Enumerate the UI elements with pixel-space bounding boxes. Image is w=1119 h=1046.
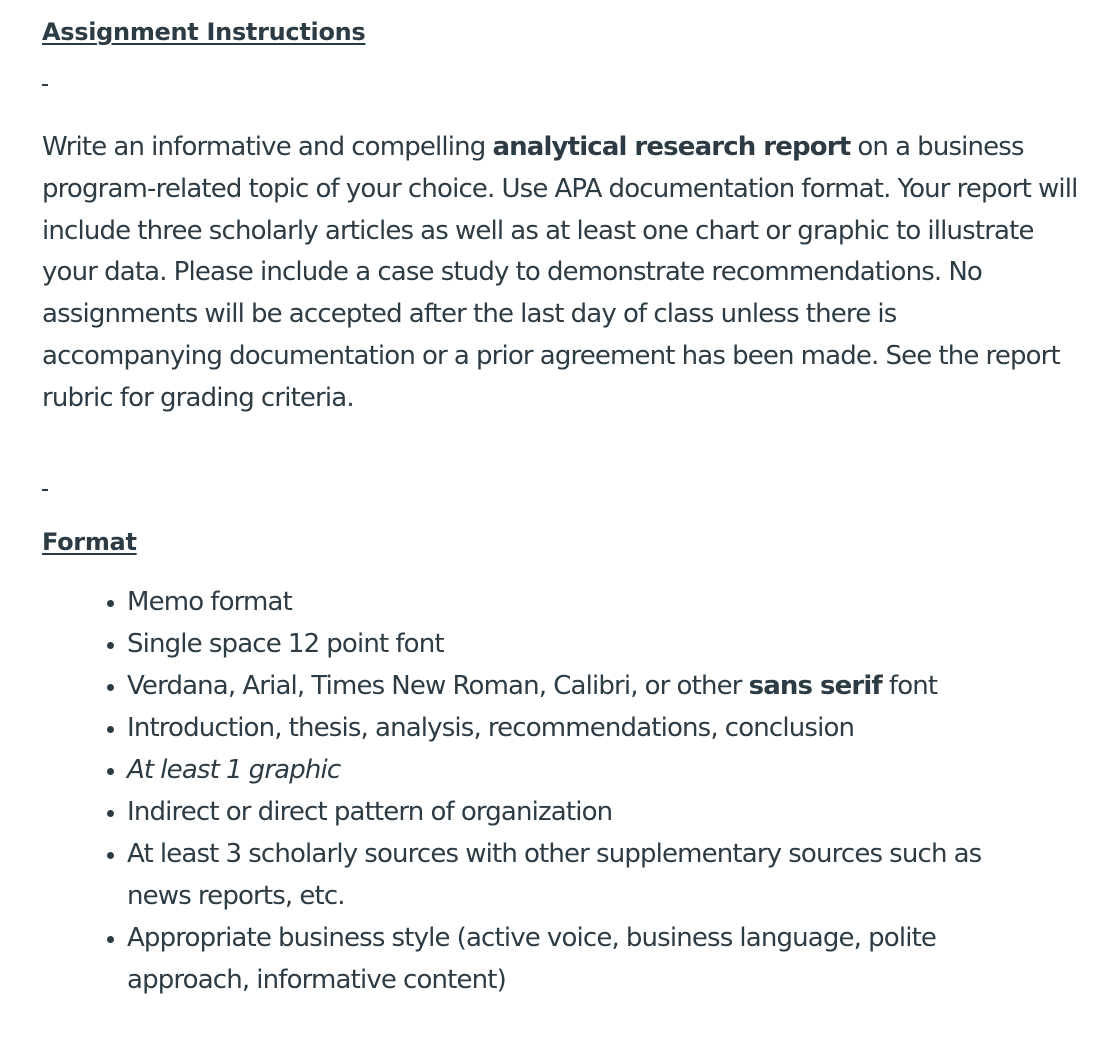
format-list: [42, 581, 1079, 1001]
empty-line-marker: [42, 84, 48, 86]
list-item: [127, 581, 1079, 623]
list-item: [127, 707, 1079, 749]
list-item-bold: sans serif: [748, 670, 882, 701]
list-item-text: Introduction, thesis, analysis, recommendations, conclusion: [127, 712, 855, 743]
list-item-italic: At least 1 graphic: [127, 754, 341, 785]
list-item: [127, 749, 1079, 791]
format-heading: Format: [42, 527, 137, 556]
list-item-text: At least 3 scholarly sources with other supplementary sources such as news reports, etc.: [127, 838, 982, 911]
list-item: [127, 917, 1079, 1001]
intro-text-1: Write an informative and compelling: [42, 132, 493, 162]
list-item-text: Single space 12 point font: [127, 628, 444, 659]
empty-paragraph: [42, 420, 1079, 502]
empty-paragraph: [42, 48, 1079, 90]
list-item: [127, 665, 1079, 707]
list-item: [127, 623, 1079, 665]
list-item: [127, 833, 1079, 917]
intro-bold-report: analytical research report: [492, 132, 851, 162]
list-item-text: font: [881, 670, 938, 701]
list-item-text: Indirect or direct pattern of organization: [127, 796, 613, 827]
instructions-paragraph: [42, 127, 1079, 420]
empty-line-marker: [42, 489, 48, 491]
list-item-text: Memo format: [127, 586, 292, 617]
list-item-text: Verdana, Arial, Times New Roman, Calibri, or other: [127, 670, 749, 701]
intro-text-2: on a business program-related topic of your choice. Use APA documentation format. Your report will include three scholarly articles as well as at least one chart or graphic to illustrate your data. Please include a case study to demonstrate recommendations. No assignments will be accepted after the last day of class unless there is accompanying documentation or a prior agreement has been made. See the report rubric for grading criteria.: [42, 132, 1078, 413]
list-item: [127, 791, 1079, 833]
list-item-text: Appropriate business style (active voice, business language, polite approach, informative content): [127, 922, 937, 995]
assignment-instructions-heading: Assignment Instructions: [42, 18, 366, 46]
